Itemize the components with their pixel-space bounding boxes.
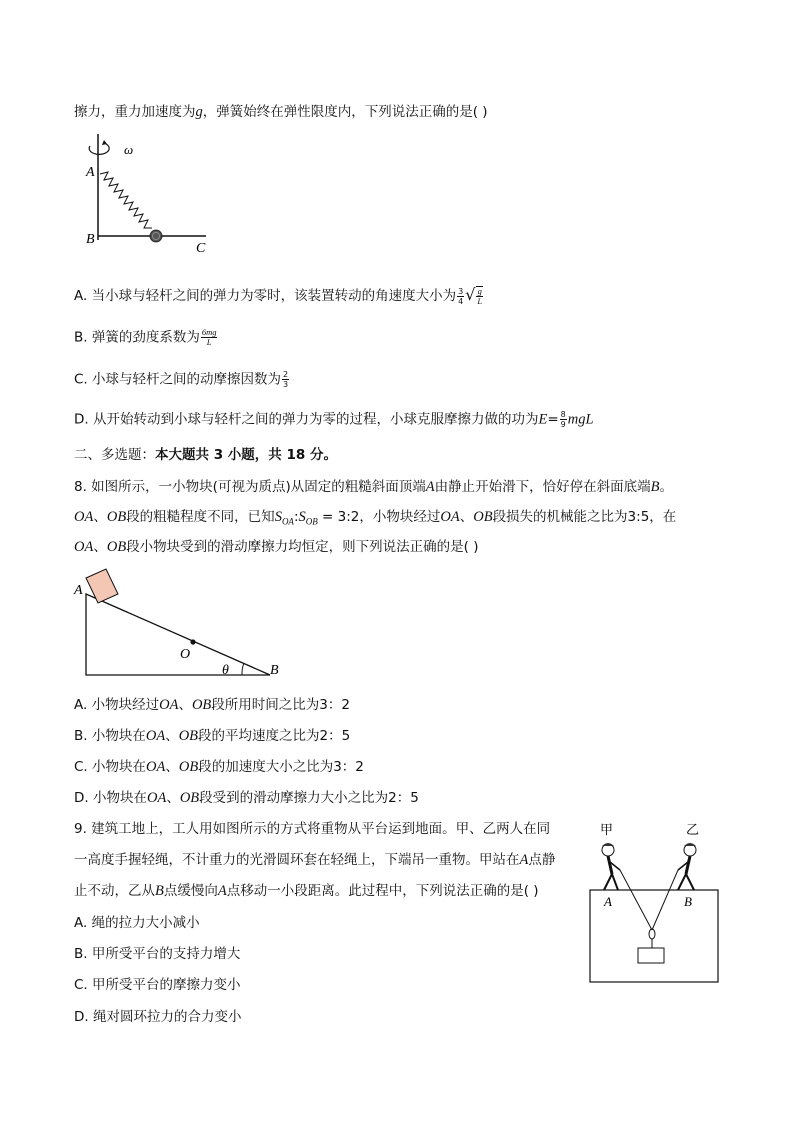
label-jia: 甲 xyxy=(600,823,614,838)
q8-line-3: OA、OB段小物块受到的滑动摩擦力均恒定，则下列说法正确的是( ) xyxy=(74,539,479,555)
q9-option-c: C. 甲所受平台的摩擦力变小 xyxy=(74,977,241,993)
label-C: C xyxy=(196,241,206,256)
fraction-6mg-L: $\frac{6mg}{L}$ xyxy=(201,327,217,347)
q8-option-a: A. 小物块经过OA、OB段所用时间之比为3：2 xyxy=(74,697,350,713)
q7-option-a-text: A. 当小球与轻杆之间的弹力为零时，该装置转动的角速度大小为 xyxy=(74,288,457,304)
label-A: A xyxy=(604,894,612,909)
q8-line-2: OA、OB段的粗糙程度不同，已知$S_{OA}:S_{OB}$ = 3:2，小物块经过OA、OB段损失的机械能之比为3:5，在 xyxy=(74,509,677,527)
rope-left xyxy=(620,870,652,930)
q8-option-b: B. 小物块在OA、OB段的平均速度之比为2：5 xyxy=(74,728,351,744)
label-B: B xyxy=(270,663,279,678)
point-O xyxy=(190,639,195,644)
rotation-arrow-icon xyxy=(89,144,109,154)
q7-option-a xyxy=(74,286,484,306)
intro-line xyxy=(74,103,488,121)
ball xyxy=(150,230,162,242)
omega-label: ω xyxy=(124,142,134,157)
worker-yi-icon xyxy=(678,843,696,890)
ring xyxy=(649,929,655,939)
q7-rotating-rod-figure xyxy=(80,132,220,256)
label-B: B xyxy=(86,232,95,247)
label-A: A xyxy=(86,165,95,180)
label-B: B xyxy=(684,894,692,909)
fraction-2-3: $\frac{2}{3}$ xyxy=(283,370,289,389)
q7-option-b xyxy=(74,328,218,347)
q8-option-c: C. 小物块在OA、OB段的加速度大小之比为3：2 xyxy=(74,759,364,775)
q7-option-c xyxy=(74,370,290,389)
q9-platform-figure xyxy=(586,818,726,986)
q8-incline-figure xyxy=(70,566,290,682)
q9-line-1: 9. 建筑工地上，工人用如图所示的方式将重物从平台运到地面。甲、乙两人在同 xyxy=(74,821,551,837)
q9-option-a: A. 绳的拉力大小减小 xyxy=(74,915,200,931)
label-yi: 乙 xyxy=(686,823,700,838)
worker-jia-icon xyxy=(602,843,620,890)
block xyxy=(86,569,118,603)
label-O: O xyxy=(180,647,191,662)
q8-option-d: D. 小物块在OA、OB段受到的滑动摩擦力大小之比为2：5 xyxy=(74,790,419,806)
sqrt-sign-icon: √ xyxy=(465,285,476,304)
gravity-symbol: g xyxy=(195,104,203,120)
q7-option-d: D. 从开始转动到小球与轻杆之间的弹力为零的过程，小球克服摩擦力做的功为E= $\frac{8}{9}$ mgL xyxy=(74,410,594,429)
spring xyxy=(100,172,152,228)
angle-arc xyxy=(242,663,244,675)
q7-option-c-text: C. 小球与轻杆之间的动摩擦因数为 xyxy=(74,371,282,388)
q9-option-b: B. 甲所受平台的支持力增大 xyxy=(74,946,241,962)
intro-text: 擦力，重力加速度为 xyxy=(74,104,196,120)
q9-option-d: D. 绳对圆环拉力的合力变小 xyxy=(74,1009,242,1025)
intro-text-2: ，弹簧始终在弹性限度内，下列说法正确的是( ) xyxy=(202,104,488,120)
fraction-g-L: $\frac{g}{L}$ xyxy=(477,286,483,306)
q7-option-b-text: B. 弹簧的劲度系数为 xyxy=(74,329,200,346)
fraction-8-9: $\frac{8}{9}$ xyxy=(560,410,566,429)
incline-triangle xyxy=(86,594,270,675)
label-A: A xyxy=(74,583,83,598)
label-theta: θ xyxy=(222,663,229,678)
weight xyxy=(638,948,664,963)
q9-line-2: 一高度手握轻绳，不计重力的光滑圆环套在轻绳上，下端吊一重物。甲站在A点静 xyxy=(74,852,556,868)
fraction-3-4: $\frac{3}{4}$ xyxy=(458,286,464,306)
q7-option-d-text: D. 从开始转动到小球与轻杆之间的弹力为零的过程，小球克服摩擦力做的功为 xyxy=(74,411,539,428)
q9-line-3: 止不动，乙从B点缓慢向A点移动一小段距离。此过程中，下列说法正确的是( ) xyxy=(74,883,539,899)
rope-right xyxy=(652,870,678,930)
q8-line-1: 8. 如图所示，一小物块(可视为质点)从固定的粗糙斜面顶端A由静止开始滑下，恰好停在斜面底端B。 xyxy=(74,479,673,495)
section-heading: 二、多选题：本大题共 3 小题，共 18 分。 xyxy=(74,447,337,463)
